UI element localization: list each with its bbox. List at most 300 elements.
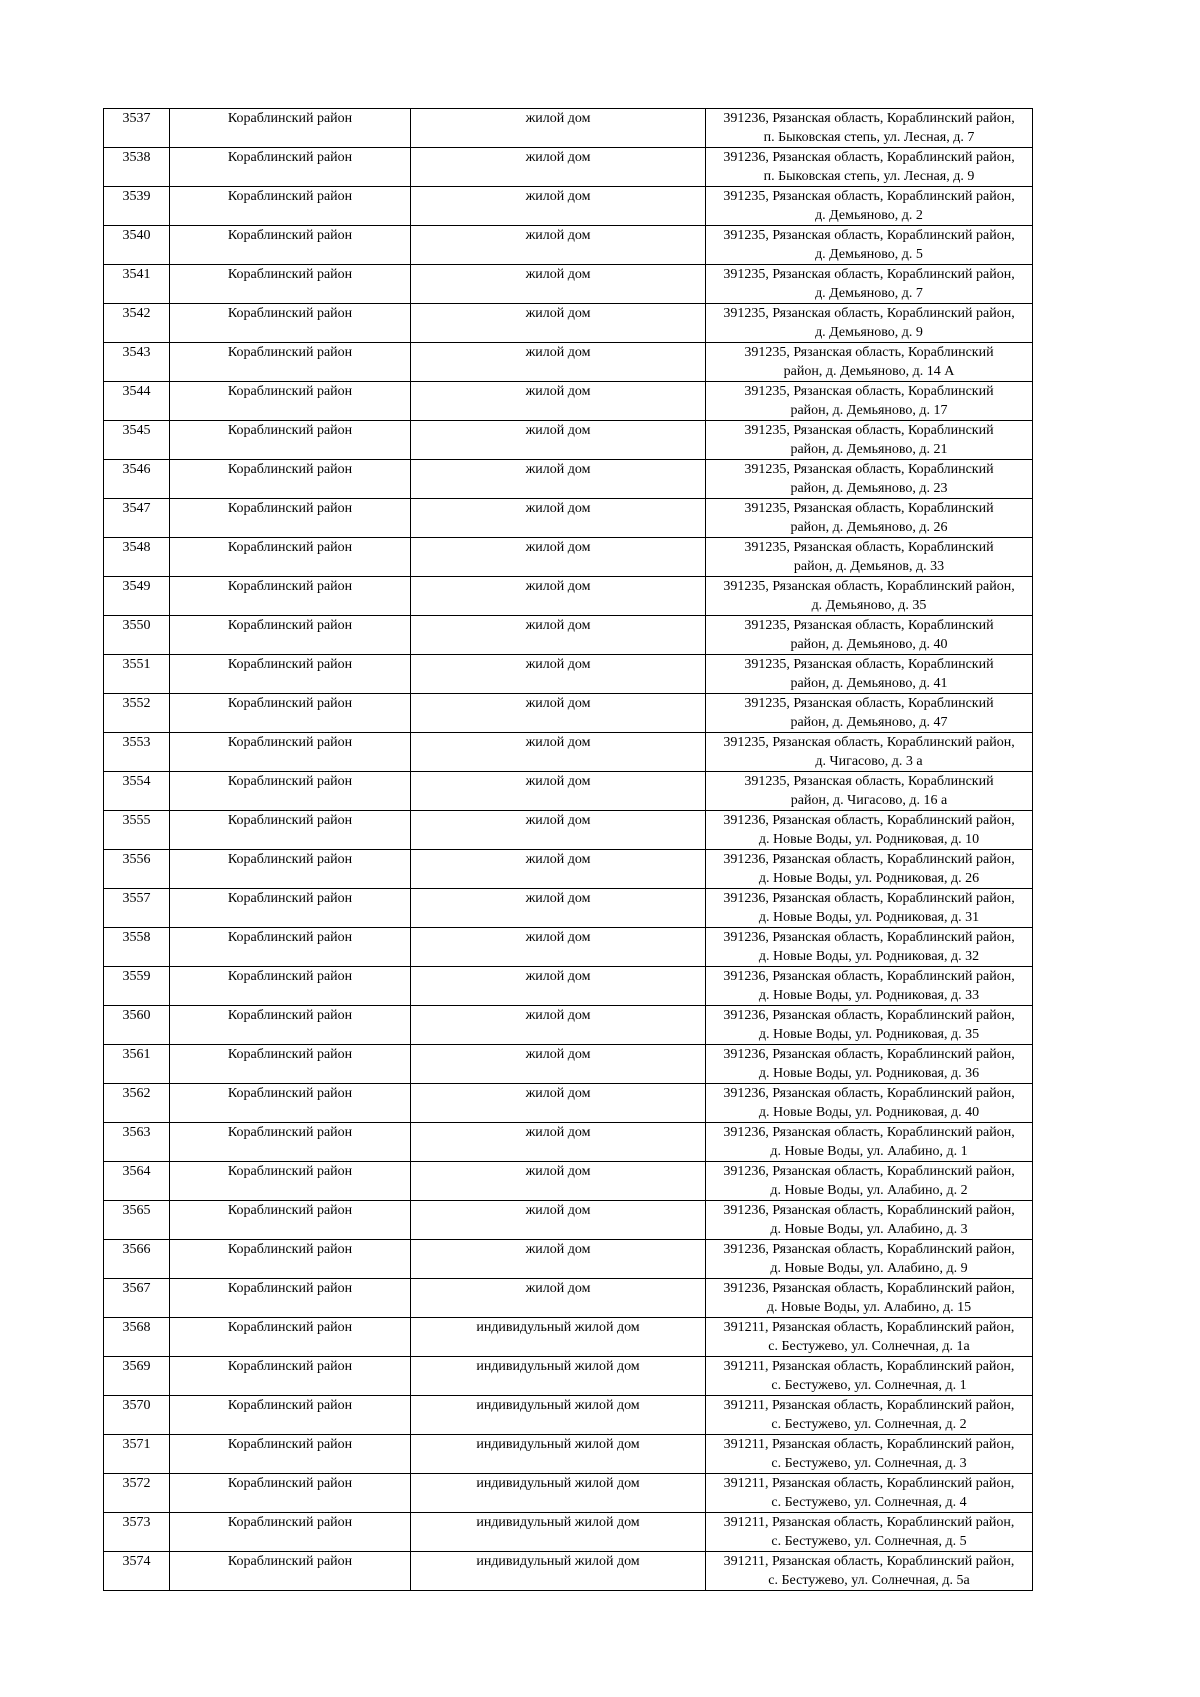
district-name: Кораблинский район (227, 345, 353, 360)
row-number-cell (104, 1123, 170, 1162)
district-name: Кораблинский район (227, 618, 353, 633)
table-row (104, 109, 1033, 148)
row-number: 3561 (122, 1047, 151, 1062)
row-number-cell (104, 421, 170, 460)
address-line-1: 391236, Рязанская область, Кораблинский район, (723, 1047, 1015, 1062)
address-line-2: д. Новые Воды, ул. Родниковая, д. 26 (758, 871, 980, 886)
row-number: 3540 (122, 228, 151, 243)
address-line-2: район, д. Демьяново, д. 40 (790, 637, 948, 652)
address-line-1: 391235, Рязанская область, Кораблинский район, (723, 189, 1015, 204)
row-number-cell (104, 265, 170, 304)
address-line-1: 391235, Рязанская область, Кораблинский (744, 462, 994, 477)
district-cell (170, 148, 411, 187)
object-type: жилой дом (525, 969, 591, 984)
district-cell (170, 421, 411, 460)
address-line-2: с. Бестужево, ул. Солнечная, д. 2 (771, 1417, 967, 1432)
address-line-2: д. Демьяново, д. 9 (815, 325, 923, 340)
object-type-cell (411, 109, 706, 148)
row-number-cell (104, 1006, 170, 1045)
object-type: индивидульный жилой дом (476, 1398, 640, 1413)
address-cell (706, 1396, 1033, 1435)
address-line-2: д. Новые Воды, ул. Алабино, д. 15 (766, 1300, 972, 1315)
address-line-2: район, д. Демьяново, д. 17 (790, 403, 948, 418)
district-cell (170, 772, 411, 811)
address-cell (706, 226, 1033, 265)
table-row (104, 1513, 1033, 1552)
address-cell (706, 811, 1033, 850)
address-cell (706, 265, 1033, 304)
district-cell (170, 343, 411, 382)
address-line-1: 391235, Рязанская область, Кораблинский район, (723, 267, 1015, 282)
object-type: индивидульный жилой дом (476, 1437, 640, 1452)
object-type-cell (411, 928, 706, 967)
district-cell (170, 1318, 411, 1357)
row-number-cell (104, 538, 170, 577)
row-number-cell (104, 1396, 170, 1435)
row-number-cell (104, 655, 170, 694)
district-name: Кораблинский район (227, 774, 353, 789)
address-cell (706, 1162, 1033, 1201)
district-cell (170, 694, 411, 733)
district-cell (170, 1357, 411, 1396)
row-number: 3563 (122, 1125, 151, 1140)
object-type-cell (411, 1162, 706, 1201)
district-name: Кораблинский район (227, 1047, 353, 1062)
table-row (104, 1474, 1033, 1513)
object-type: индивидульный жилой дом (476, 1515, 640, 1530)
table-row (104, 1201, 1033, 1240)
table-row (104, 1162, 1033, 1201)
table-row (104, 928, 1033, 967)
table-row (104, 616, 1033, 655)
district-name: Кораблинский район (227, 462, 353, 477)
object-type: жилой дом (525, 891, 591, 906)
address-line-1: 391235, Рязанская область, Кораблинский (744, 657, 994, 672)
address-line-1: 391235, Рязанская область, Кораблинский (744, 345, 994, 360)
district-cell (170, 616, 411, 655)
address-line-1: 391211, Рязанская область, Кораблинский район, (723, 1320, 1015, 1335)
district-cell (170, 1162, 411, 1201)
address-cell (706, 1552, 1033, 1591)
table-row (104, 889, 1033, 928)
address-line-1: 391211, Рязанская область, Кораблинский район, (723, 1437, 1015, 1452)
object-type: жилой дом (525, 150, 591, 165)
district-cell (170, 1006, 411, 1045)
district-name: Кораблинский район (227, 1515, 353, 1530)
object-type-cell (411, 1201, 706, 1240)
district-cell (170, 1552, 411, 1591)
table-row (104, 694, 1033, 733)
object-type-cell (411, 1240, 706, 1279)
row-number: 3550 (122, 618, 151, 633)
district-cell (170, 1045, 411, 1084)
address-cell (706, 382, 1033, 421)
address-cell (706, 1045, 1033, 1084)
address-line-2: район, д. Демьяново, д. 26 (790, 520, 948, 535)
address-line-2: д. Чигасово, д. 3 а (815, 754, 923, 769)
address-line-1: 391235, Рязанская область, Кораблинский (744, 540, 994, 555)
row-number-cell (104, 382, 170, 421)
row-number-cell (104, 187, 170, 226)
object-type-cell (411, 1006, 706, 1045)
object-type-cell (411, 460, 706, 499)
address-cell (706, 1123, 1033, 1162)
table-row (104, 187, 1033, 226)
district-name: Кораблинский район (227, 852, 353, 867)
district-cell (170, 889, 411, 928)
row-number: 3548 (122, 540, 151, 555)
object-type: жилой дом (525, 618, 591, 633)
object-type: жилой дом (525, 1164, 591, 1179)
row-number-cell (104, 343, 170, 382)
object-type-cell (411, 1123, 706, 1162)
district-name: Кораблинский район (227, 1164, 353, 1179)
address-cell (706, 1435, 1033, 1474)
row-number: 3574 (122, 1554, 151, 1569)
object-type-cell (411, 148, 706, 187)
object-type-cell (411, 733, 706, 772)
address-line-2: с. Бестужево, ул. Солнечная, д. 1а (768, 1339, 970, 1354)
row-number-cell (104, 1318, 170, 1357)
district-cell (170, 733, 411, 772)
row-number-cell (104, 1474, 170, 1513)
row-number: 3541 (122, 267, 151, 282)
address-line-2: д. Новые Воды, ул. Алабино, д. 1 (770, 1144, 968, 1159)
district-cell (170, 967, 411, 1006)
row-number: 3544 (122, 384, 151, 399)
table-row (104, 1435, 1033, 1474)
row-number-cell (104, 967, 170, 1006)
address-line-2: д. Новые Воды, ул. Родниковая, д. 40 (758, 1105, 980, 1120)
address-line-1: 391235, Рязанская область, Кораблинский (744, 501, 994, 516)
object-type: жилой дом (525, 1047, 591, 1062)
row-number: 3566 (122, 1242, 151, 1257)
address-line-1: 391236, Рязанская область, Кораблинский район, (723, 1164, 1015, 1179)
object-type-cell (411, 577, 706, 616)
object-type: индивидульный жилой дом (476, 1320, 640, 1335)
object-type-cell (411, 967, 706, 1006)
object-type-cell (411, 343, 706, 382)
district-name: Кораблинский район (227, 306, 353, 321)
address-cell (706, 1084, 1033, 1123)
address-cell (706, 460, 1033, 499)
row-number-cell (104, 694, 170, 733)
row-number-cell (104, 499, 170, 538)
row-number: 3570 (122, 1398, 151, 1413)
object-type: жилой дом (525, 696, 591, 711)
table-row (104, 265, 1033, 304)
address-cell (706, 655, 1033, 694)
address-cell (706, 421, 1033, 460)
object-type-cell (411, 304, 706, 343)
address-line-1: 391236, Рязанская область, Кораблинский район, (723, 1125, 1015, 1140)
address-cell (706, 1006, 1033, 1045)
district-name: Кораблинский район (227, 1008, 353, 1023)
district-name: Кораблинский район (227, 579, 353, 594)
object-type: жилой дом (525, 111, 591, 126)
district-cell (170, 1123, 411, 1162)
address-line-2: д. Новые Воды, ул. Алабино, д. 3 (770, 1222, 968, 1237)
registry-table-body (104, 109, 1033, 1591)
row-number-cell (104, 1552, 170, 1591)
district-name: Кораблинский район (227, 540, 353, 555)
district-cell (170, 304, 411, 343)
district-cell (170, 1435, 411, 1474)
object-type: жилой дом (525, 501, 591, 516)
address-cell (706, 694, 1033, 733)
object-type-cell (411, 889, 706, 928)
address-line-1: 391235, Рязанская область, Кораблинский район, (723, 579, 1015, 594)
district-cell (170, 499, 411, 538)
object-type: жилой дом (525, 462, 591, 477)
district-name: Кораблинский район (227, 891, 353, 906)
address-line-2: с. Бестужево, ул. Солнечная, д. 5а (768, 1573, 970, 1588)
row-number-cell (104, 1045, 170, 1084)
district-cell (170, 1084, 411, 1123)
row-number: 3551 (122, 657, 151, 672)
row-number: 3568 (122, 1320, 151, 1335)
object-type-cell (411, 1045, 706, 1084)
address-line-2: район, д. Чигасово, д. 16 а (790, 793, 948, 808)
address-line-1: 391236, Рязанская область, Кораблинский район, (723, 150, 1015, 165)
row-number: 3553 (122, 735, 151, 750)
row-number: 3571 (122, 1437, 151, 1452)
object-type: жилой дом (525, 657, 591, 672)
table-row (104, 967, 1033, 1006)
district-name: Кораблинский район (227, 228, 353, 243)
address-cell (706, 1318, 1033, 1357)
row-number: 3547 (122, 501, 151, 516)
address-line-2: район, д. Демьяново, д. 23 (790, 481, 948, 496)
object-type-cell (411, 1279, 706, 1318)
address-line-2: д. Демьяново, д. 2 (815, 208, 923, 223)
district-cell (170, 850, 411, 889)
table-row (104, 850, 1033, 889)
row-number: 3569 (122, 1359, 151, 1374)
district-cell (170, 1513, 411, 1552)
object-type-cell (411, 655, 706, 694)
address-line-2: д. Новые Воды, ул. Родниковая, д. 10 (758, 832, 980, 847)
address-cell (706, 928, 1033, 967)
district-name: Кораблинский район (227, 423, 353, 438)
address-line-2: д. Новые Воды, ул. Алабино, д. 2 (770, 1183, 968, 1198)
address-line-2: д. Новые Воды, ул. Алабино, д. 9 (770, 1261, 968, 1276)
address-cell (706, 967, 1033, 1006)
object-type-cell (411, 226, 706, 265)
address-cell (706, 577, 1033, 616)
table-row (104, 577, 1033, 616)
district-name: Кораблинский район (227, 969, 353, 984)
row-number: 3556 (122, 852, 151, 867)
object-type: жилой дом (525, 1008, 591, 1023)
district-name: Кораблинский район (227, 384, 353, 399)
address-cell (706, 499, 1033, 538)
row-number-cell (104, 460, 170, 499)
address-cell (706, 772, 1033, 811)
table-row (104, 1396, 1033, 1435)
table-row (104, 1123, 1033, 1162)
district-cell (170, 1240, 411, 1279)
address-line-1: 391235, Рязанская область, Кораблинский (744, 774, 994, 789)
row-number: 3537 (122, 111, 151, 126)
address-cell (706, 616, 1033, 655)
object-type-cell (411, 538, 706, 577)
address-line-2: с. Бестужево, ул. Солнечная, д. 4 (771, 1495, 967, 1510)
row-number: 3564 (122, 1164, 151, 1179)
district-name: Кораблинский район (227, 1554, 353, 1569)
table-row (104, 499, 1033, 538)
district-cell (170, 538, 411, 577)
district-name: Кораблинский район (227, 930, 353, 945)
district-cell (170, 187, 411, 226)
address-line-1: 391236, Рязанская область, Кораблинский район, (723, 1203, 1015, 1218)
object-type: жилой дом (525, 735, 591, 750)
address-line-1: 391236, Рязанская область, Кораблинский район, (723, 891, 1015, 906)
table-row (104, 1552, 1033, 1591)
object-type: жилой дом (525, 774, 591, 789)
address-line-2: д. Демьяново, д. 5 (815, 247, 923, 262)
object-type-cell (411, 1552, 706, 1591)
district-cell (170, 1396, 411, 1435)
row-number-cell (104, 772, 170, 811)
district-name: Кораблинский район (227, 1086, 353, 1101)
row-number: 3560 (122, 1008, 151, 1023)
address-line-2: с. Бестужево, ул. Солнечная, д. 1 (771, 1378, 967, 1393)
object-type: жилой дом (525, 1242, 591, 1257)
district-cell (170, 1279, 411, 1318)
table-row (104, 811, 1033, 850)
object-type-cell (411, 1318, 706, 1357)
table-row (104, 1006, 1033, 1045)
address-line-2: п. Быковская степь, ул. Лесная, д. 7 (763, 130, 975, 145)
address-cell (706, 304, 1033, 343)
object-type: жилой дом (525, 1125, 591, 1140)
object-type: жилой дом (525, 540, 591, 555)
row-number: 3573 (122, 1515, 151, 1530)
object-type: жилой дом (525, 267, 591, 282)
address-cell (706, 538, 1033, 577)
district-cell (170, 109, 411, 148)
object-type: жилой дом (525, 345, 591, 360)
table-row (104, 1318, 1033, 1357)
address-line-1: 391236, Рязанская область, Кораблинский район, (723, 969, 1015, 984)
table-row (104, 538, 1033, 577)
table-row (104, 1279, 1033, 1318)
address-line-1: 391211, Рязанская область, Кораблинский район, (723, 1398, 1015, 1413)
object-type: жилой дом (525, 228, 591, 243)
row-number: 3558 (122, 930, 151, 945)
row-number: 3543 (122, 345, 151, 360)
table-row (104, 382, 1033, 421)
row-number: 3545 (122, 423, 151, 438)
row-number-cell (104, 616, 170, 655)
address-line-2: район, д. Демьяново, д. 41 (790, 676, 948, 691)
district-name: Кораблинский район (227, 657, 353, 672)
object-type: жилой дом (525, 813, 591, 828)
address-line-1: 391211, Рязанская область, Кораблинский район, (723, 1515, 1015, 1530)
district-name: Кораблинский район (227, 1125, 353, 1140)
table-row (104, 343, 1033, 382)
object-type-cell (411, 694, 706, 733)
district-name: Кораблинский район (227, 735, 353, 750)
address-cell (706, 850, 1033, 889)
table-row (104, 1084, 1033, 1123)
row-number: 3549 (122, 579, 151, 594)
row-number: 3542 (122, 306, 151, 321)
district-cell (170, 811, 411, 850)
table-row (104, 304, 1033, 343)
row-number: 3572 (122, 1476, 151, 1491)
district-cell (170, 226, 411, 265)
object-type: индивидульный жилой дом (476, 1359, 640, 1374)
address-cell (706, 1279, 1033, 1318)
address-line-1: 391236, Рязанская область, Кораблинский район, (723, 111, 1015, 126)
table-row (104, 1240, 1033, 1279)
row-number-cell (104, 304, 170, 343)
object-type: жилой дом (525, 579, 591, 594)
address-line-1: 391236, Рязанская область, Кораблинский район, (723, 1281, 1015, 1296)
district-name: Кораблинский район (227, 1359, 353, 1374)
address-line-2: д. Новые Воды, ул. Родниковая, д. 33 (758, 988, 980, 1003)
table-row (104, 226, 1033, 265)
address-line-1: 391236, Рязанская область, Кораблинский район, (723, 1242, 1015, 1257)
object-type: жилой дом (525, 306, 591, 321)
row-number: 3554 (122, 774, 151, 789)
address-cell (706, 1513, 1033, 1552)
address-line-2: с. Бестужево, ул. Солнечная, д. 5 (771, 1534, 967, 1549)
object-type: жилой дом (525, 384, 591, 399)
table-row (104, 1357, 1033, 1396)
object-type-cell (411, 1084, 706, 1123)
row-number-cell (104, 1357, 170, 1396)
object-type-cell (411, 421, 706, 460)
address-line-1: 391236, Рязанская область, Кораблинский район, (723, 930, 1015, 945)
district-cell (170, 577, 411, 616)
address-cell (706, 1240, 1033, 1279)
table-row (104, 655, 1033, 694)
row-number: 3546 (122, 462, 151, 477)
address-line-2: с. Бестужево, ул. Солнечная, д. 3 (771, 1456, 967, 1471)
row-number-cell (104, 850, 170, 889)
address-line-1: 391235, Рязанская область, Кораблинский (744, 384, 994, 399)
object-type-cell (411, 1513, 706, 1552)
row-number-cell (104, 148, 170, 187)
row-number-cell (104, 889, 170, 928)
object-type-cell (411, 265, 706, 304)
address-line-2: д. Новые Воды, ул. Родниковая, д. 35 (758, 1027, 980, 1042)
row-number-cell (104, 1279, 170, 1318)
row-number-cell (104, 226, 170, 265)
district-name: Кораблинский район (227, 813, 353, 828)
row-number: 3567 (122, 1281, 151, 1296)
address-line-1: 391235, Рязанская область, Кораблинский район, (723, 306, 1015, 321)
address-line-2: д. Демьяново, д. 35 (811, 598, 927, 613)
address-line-1: 391211, Рязанская область, Кораблинский район, (723, 1554, 1015, 1569)
object-type-cell (411, 499, 706, 538)
district-name: Кораблинский район (227, 1242, 353, 1257)
object-type-cell (411, 1474, 706, 1513)
district-name: Кораблинский район (227, 111, 353, 126)
row-number-cell (104, 577, 170, 616)
row-number: 3538 (122, 150, 151, 165)
address-line-2: район, д. Демьяново, д. 21 (790, 442, 948, 457)
district-cell (170, 460, 411, 499)
row-number: 3552 (122, 696, 151, 711)
address-line-1: 391211, Рязанская область, Кораблинский район, (723, 1359, 1015, 1374)
address-line-2: район, д. Демьяново, д. 47 (790, 715, 948, 730)
district-name: Кораблинский район (227, 696, 353, 711)
address-line-1: 391235, Рязанская область, Кораблинский район, (723, 735, 1015, 750)
